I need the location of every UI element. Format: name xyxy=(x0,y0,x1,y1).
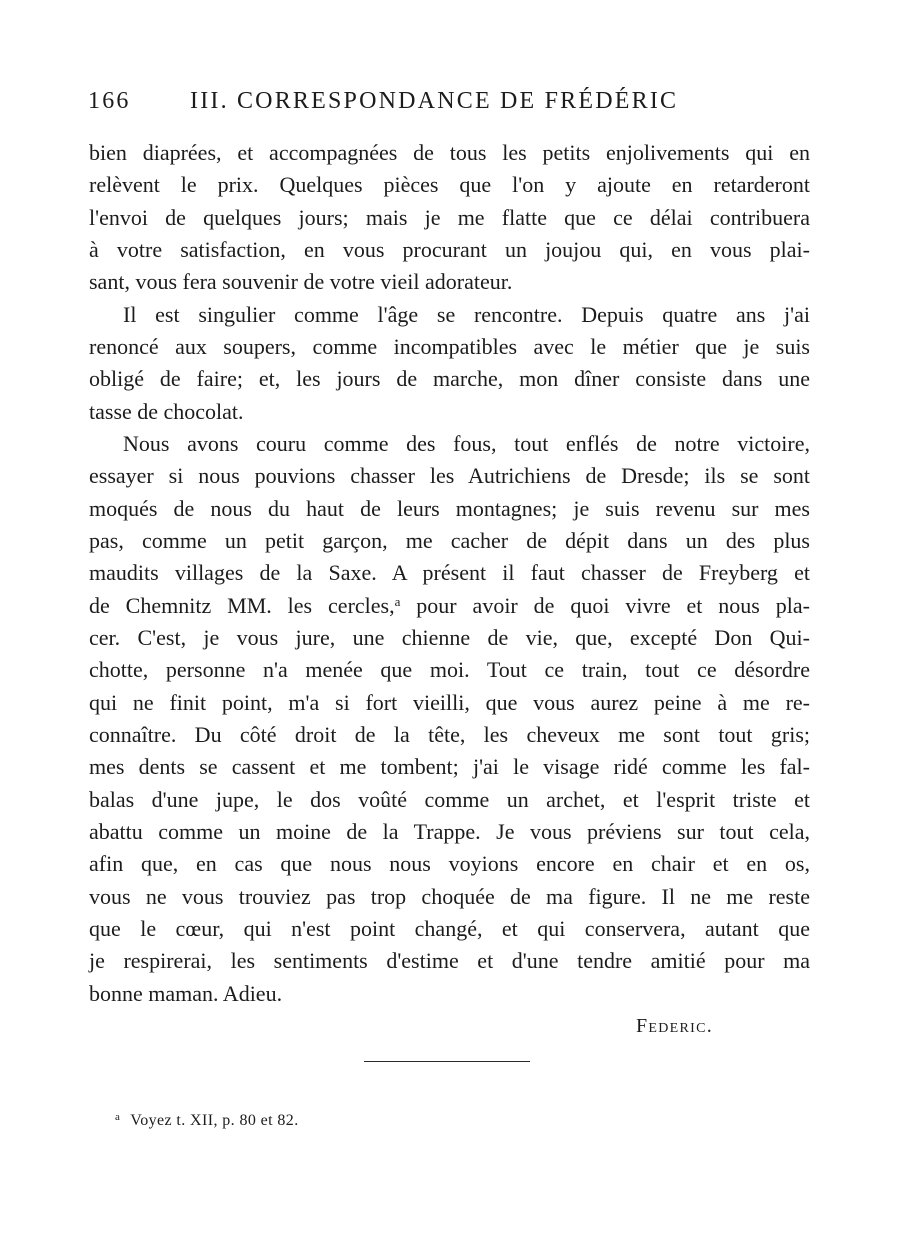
text-line: relèvent le prix. Quelques pièces que l'on y ajoute en retarderont xyxy=(89,172,810,198)
text-line: renoncé aux soupers, comme incompatibles avec le métier que je suis xyxy=(89,333,810,359)
text-line: Nous avons couru comme des fous, tout enflés de notre victoire, xyxy=(123,430,810,456)
signature: Federic. xyxy=(636,1015,714,1037)
page-header xyxy=(88,88,810,128)
text-line: vous ne vous trouviez pas trop choquée de ma figure. Il ne me reste xyxy=(89,883,810,909)
text-segment: pour avoir de quoi vivre et nous pla- xyxy=(400,592,810,618)
text-line: maudits villages de la Saxe. A présent il faut chasser de Freyberg et xyxy=(89,560,810,586)
footnote xyxy=(115,1111,299,1130)
text-line: mes dents se cassent et me tombent; j'ai le visage ridé comme les fal- xyxy=(89,754,810,780)
footnote-reference[interactable]: a xyxy=(394,593,401,609)
text-line-with-footnote-ref xyxy=(89,590,810,622)
text-line: sant, vous fera souvenir de votre vieil adorateur. xyxy=(89,269,513,295)
section-divider xyxy=(364,1061,530,1062)
text-line: pas, comme un petit garçon, me cacher de dépit dans un des plus xyxy=(89,527,810,553)
text-line: moqués de nous du haut de leurs montagnes; je suis revenu sur mes xyxy=(89,495,810,521)
footnote-marker: a xyxy=(115,1111,121,1123)
text-line: obligé de faire; et, les jours de marche, mon dîner consiste dans une xyxy=(89,366,810,392)
text-line: essayer si nous pouvions chasser les Autrichiens de Dresde; ils se sont xyxy=(89,463,810,489)
text-line: cer. C'est, je vous jure, une chienne de vie, que, excepté Don Qui- xyxy=(89,624,810,650)
text-segment: de Chemnitz MM. les cercles, xyxy=(89,592,395,618)
text-line: à votre satisfaction, en vous procurant un joujou qui, en vous plai- xyxy=(89,236,810,262)
text-line: Il est singulier comme l'âge se rencontre. Depuis quatre ans j'ai xyxy=(123,301,810,327)
letter-body xyxy=(89,137,810,1010)
paragraph xyxy=(89,137,810,299)
text-line: afin que, en cas que nous nous voyions encore en chair et en os, xyxy=(89,851,810,877)
text-line: bien diaprées, et accompagnées de tous les petits enjolivements qui en xyxy=(89,140,810,165)
paragraph xyxy=(89,299,810,428)
text-line: chotte, personne n'a menée que moi. Tout ce train, tout ce désordre xyxy=(89,657,810,683)
footnote-text: Voyez t. XII, p. 80 et 82. xyxy=(130,1112,299,1129)
text-line: tasse de chocolat. xyxy=(89,398,244,424)
text-line: je respirerai, les sentiments d'estime et d'une tendre amitié pour ma xyxy=(89,948,810,974)
text-line: qui ne finit point, m'a si fort vieilli, que vous aurez peine à me re- xyxy=(89,689,810,715)
text-line: balas d'une jupe, le dos voûté comme un archet, et l'esprit triste et xyxy=(89,786,810,812)
paragraph xyxy=(89,428,810,1010)
text-line: bonne maman. Adieu. xyxy=(89,980,283,1006)
text-line: abattu comme un moine de la Trappe. Je vous préviens sur tout cela, xyxy=(89,818,810,844)
text-line: l'envoi de quelques jours; mais je me flatte que ce délai contribuera xyxy=(89,204,810,230)
page-number: 166 xyxy=(88,88,131,114)
text-line: que le cœur, qui n'est point changé, et qui conservera, autant que xyxy=(89,915,810,941)
text-line: connaître. Du côté droit de la tête, les cheveux me sont tout gris; xyxy=(89,721,810,747)
running-title: III. CORRESPONDANCE DE FRÉDÉRIC xyxy=(190,88,679,114)
